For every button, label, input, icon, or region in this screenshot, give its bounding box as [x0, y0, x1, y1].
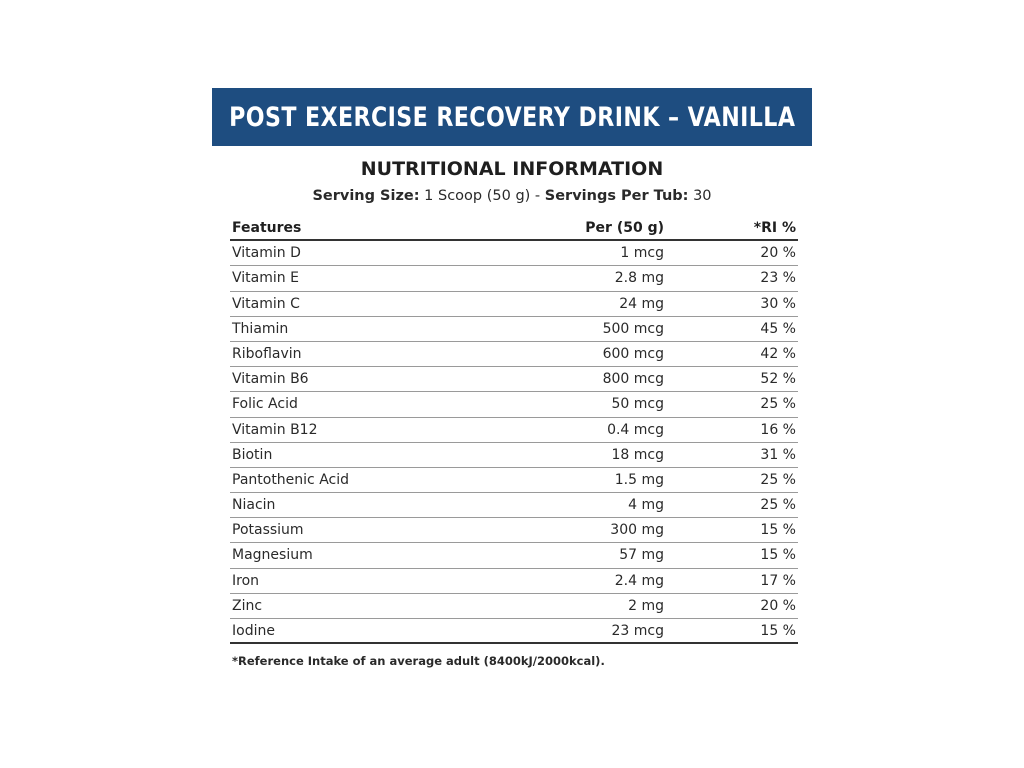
servings-per-tub-value: 30 [693, 188, 712, 204]
nutrient-amount: 18 mcg [611, 446, 664, 463]
nutrient-amount: 1.5 mg [614, 471, 664, 488]
nutrient-ri-percent: 17 % [760, 572, 796, 589]
nutrient-ri-percent: 25 % [760, 471, 796, 488]
nutrient-amount: 0.4 mcg [607, 421, 664, 438]
nutrient-ri-percent: 30 % [760, 295, 796, 312]
nutrient-amount: 24 mg [619, 295, 664, 312]
table-row [230, 241, 798, 266]
table-row [230, 367, 798, 392]
serving-separator: - [534, 188, 541, 204]
table-row [230, 569, 798, 594]
nutrient-amount: 2.8 mg [614, 270, 664, 287]
table-row [230, 292, 798, 317]
nutrient-ri-percent: 16 % [760, 421, 796, 438]
nutrient-ri-percent: 15 % [760, 522, 796, 539]
header-per-serving: Per (50 g) [585, 220, 664, 236]
table-row [230, 493, 798, 518]
nutrient-amount: 300 mg [610, 522, 664, 539]
table-row [230, 543, 798, 568]
nutrient-ri-percent: 23 % [760, 270, 796, 287]
nutrient-name: Biotin [232, 446, 273, 463]
nutrient-ri-percent: 25 % [760, 396, 796, 413]
serving-size-label: Serving Size: [312, 188, 420, 204]
nutrition-heading: NUTRITIONAL INFORMATION [360, 158, 664, 180]
table-row [230, 518, 798, 543]
table-row [230, 468, 798, 493]
nutrient-ri-percent: 15 % [760, 547, 796, 564]
nutrient-amount: 500 mcg [602, 320, 664, 337]
serving-info [212, 188, 812, 204]
nutrient-amount: 800 mcg [602, 371, 664, 388]
nutrient-amount: 1 mcg [620, 245, 664, 262]
nutrient-amount: 600 mcg [602, 345, 664, 362]
serving-size-value: 1 Scoop (50 g) [424, 188, 531, 204]
nutrient-ri-percent: 52 % [760, 371, 796, 388]
nutrient-name: Magnesium [232, 547, 313, 564]
footnote: *Reference Intake of an average adult (8400kJ/2000kcal). [232, 654, 605, 668]
nutrient-amount: 57 mg [619, 547, 664, 564]
nutrient-name: Vitamin B6 [232, 371, 309, 388]
servings-per-tub-label: Servings Per Tub: [544, 188, 689, 204]
table-row [230, 443, 798, 468]
nutrient-amount: 50 mcg [611, 396, 664, 413]
nutrient-amount: 2 mg [628, 597, 664, 614]
nutrient-ri-percent: 15 % [760, 623, 796, 639]
nutrient-amount: 2.4 mg [614, 572, 664, 589]
product-title: POST EXERCISE RECOVERY DRINK – VANILLA [228, 101, 796, 133]
nutrient-ri-percent: 20 % [760, 245, 796, 262]
nutrient-ri-percent: 20 % [760, 597, 796, 614]
nutrient-name: Vitamin D [232, 245, 301, 262]
nutrient-name: Iodine [232, 623, 275, 639]
nutrient-name: Vitamin C [232, 295, 300, 312]
header-features: Features [232, 220, 302, 236]
table-row [230, 619, 798, 644]
header-ri-percent: *RI % [753, 220, 796, 236]
nutrient-name: Folic Acid [232, 396, 298, 413]
table-header-row [230, 216, 798, 241]
table-row [230, 418, 798, 443]
title-banner [212, 88, 812, 146]
nutrition-table [230, 216, 798, 644]
table-row [230, 392, 798, 417]
table-row [230, 594, 798, 619]
nutrient-ri-percent: 45 % [760, 320, 796, 337]
nutrient-name: Vitamin B12 [232, 421, 318, 438]
nutrition-label [212, 88, 812, 678]
table-row [230, 317, 798, 342]
nutrient-name: Niacin [232, 497, 276, 514]
nutrient-amount: 23 mcg [611, 623, 664, 639]
nutrient-name: Potassium [232, 522, 304, 539]
nutrient-name: Thiamin [232, 320, 289, 337]
nutrient-name: Pantothenic Acid [232, 471, 350, 488]
nutrient-ri-percent: 31 % [760, 446, 796, 463]
nutrient-name: Riboflavin [232, 345, 302, 362]
nutrient-name: Zinc [232, 597, 263, 614]
nutrient-name: Vitamin E [232, 270, 299, 287]
nutrient-ri-percent: 42 % [760, 345, 796, 362]
nutrient-ri-percent: 25 % [760, 497, 796, 514]
table-row [230, 342, 798, 367]
nutrient-amount: 4 mg [628, 497, 664, 514]
nutrient-name: Iron [232, 572, 260, 589]
table-row [230, 266, 798, 291]
